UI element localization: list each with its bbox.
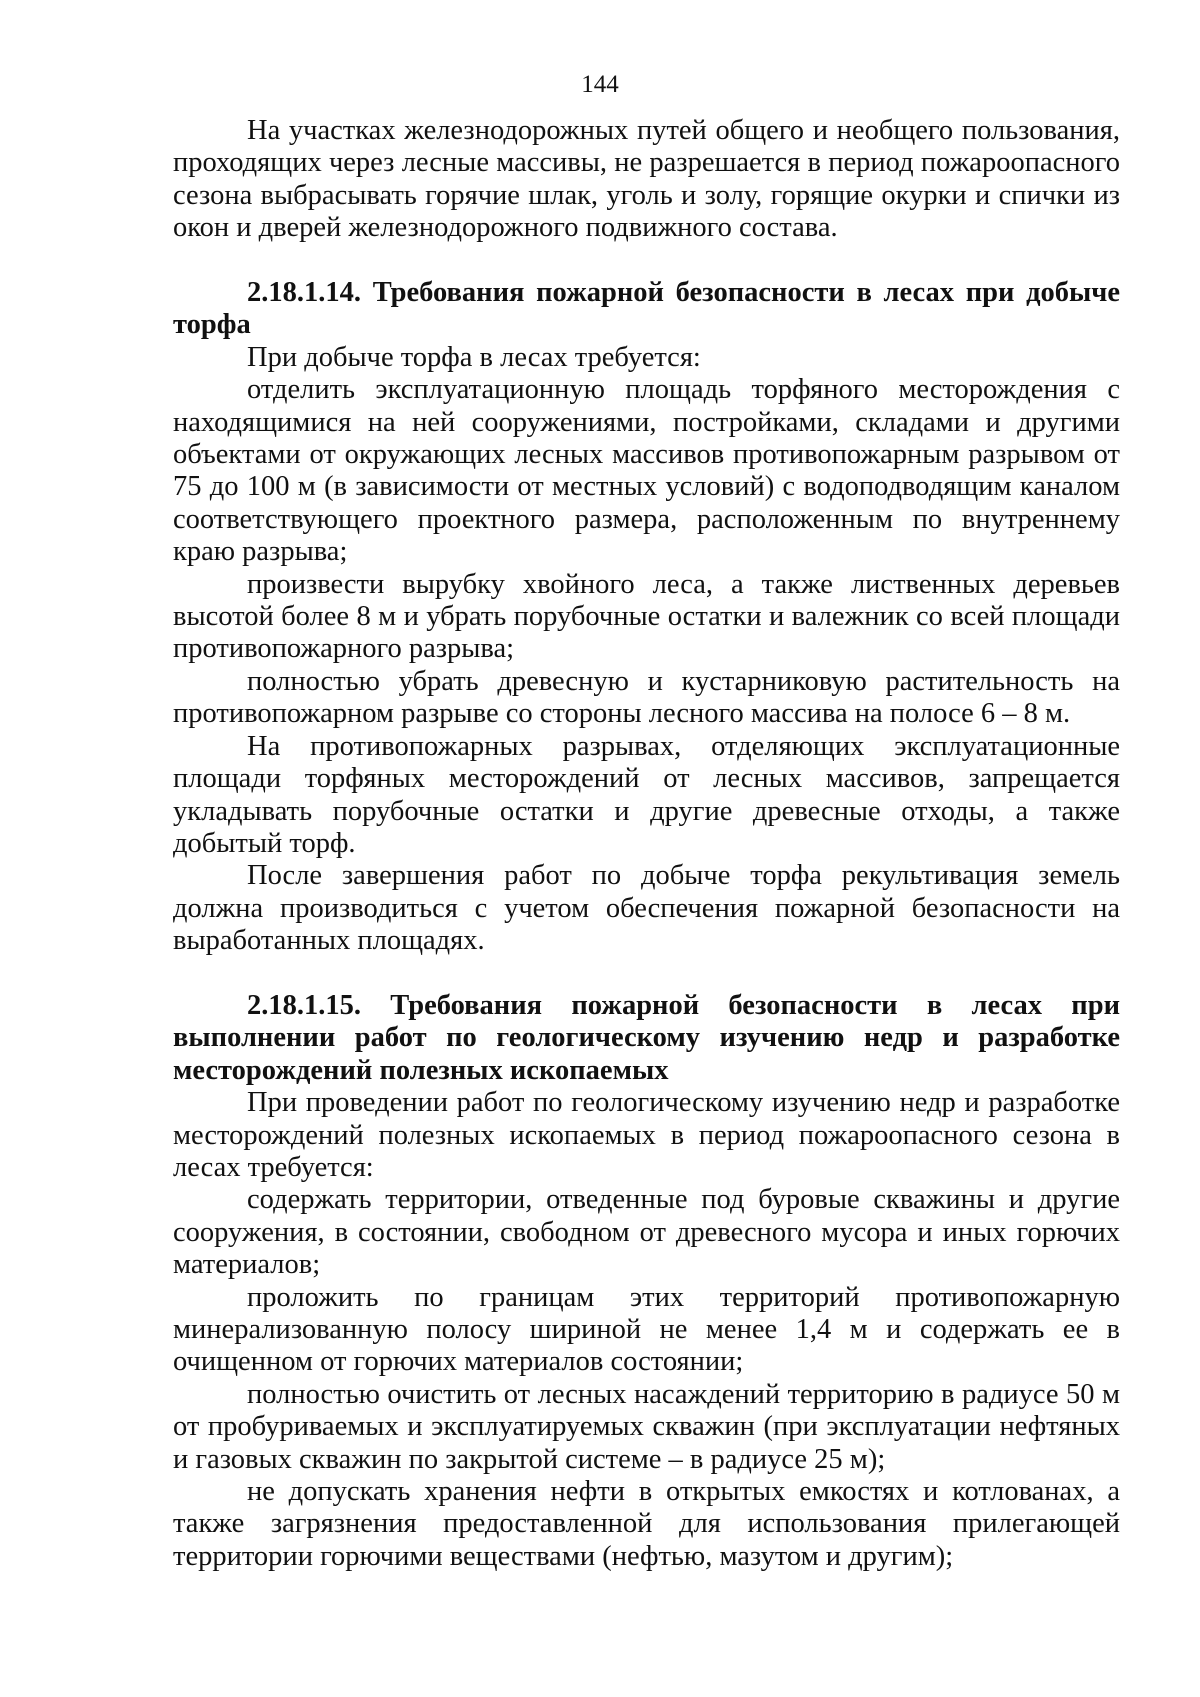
page-number: 144 (581, 71, 619, 98)
section-spacer (173, 245, 1120, 277)
body-paragraph: При проведении работ по геологическому изучению недр и разработке месторождений полезных ископаемых в период пожароопасного сезона в лесах требуется: (173, 1087, 1120, 1183)
section-spacer (173, 958, 1120, 990)
body-paragraph: не допускать хранения нефти в открытых емкостях и котлованах, а также загрязнения предоставленной для использования прилегающей территории горючими веществами (нефтью, мазутом и другим); (173, 1476, 1120, 1572)
document-body (173, 115, 1120, 1573)
body-paragraph: содержать территории, отведенные под буровые скважины и другие сооружения, в состоянии, свободном от древесного мусора и иных горючих материалов; (173, 1184, 1120, 1281)
body-paragraph: После завершения работ по добыче торфа рекультивация земель должна производиться с учетом обеспечения пожарной безопасности на выработанных площадях. (173, 860, 1120, 957)
body-paragraph: произвести вырубку хвойного леса, а также лиственных деревьев высотой более 8 м и убрать порубочные остатки и валежник со всей площади противопожарного разрыва; (173, 568, 1120, 665)
intro-paragraph: На участках железнодорожных путей общего и необщего пользования, проходящих через лесные массивы, не разрешается в период пожароопасного сезона выбрасывать горячие шлак, уголь и золу, горящие окурки и спички из окон и дверей железнодорожного подвижного состава. (173, 115, 1120, 244)
body-paragraph: отделить эксплуатационную площадь торфяного месторождения с находящимися на ней сооружениями, постройками, складами и другими объектами от окружающих лесных массивов противопожарным разрывом от 75 до 100 м (в зависимости от местных условий) с водоподводящим каналом соответствующего проектного размера, расположенным по внутреннему краю разрыва; (173, 374, 1120, 568)
body-paragraph: На противопожарных разрывах, отделяющих эксплуатационные площади торфяных месторождений от лесных массивов, запрещается укладывать порубочные остатки и другие древесные отходы, а также добытый торф. (173, 730, 1120, 859)
body-paragraph: полностью убрать древесную и кустарниковую растительность на противопожарном разрыве со стороны лесного массива на полосе 6 – 8 м. (173, 665, 1120, 730)
body-paragraph: При добыче торфа в лесах требуется: (247, 341, 701, 373)
body-paragraph: полностью очистить от лесных насаждений территорию в радиусе 50 м от пробуриваемых и эксплуатируемых скважин (при эксплуатации нефтяных и газовых скважин по закрытой системе – в радиусе 25 м); (173, 1378, 1120, 1475)
section-heading-2-18-1-14: 2.18.1.14. Требования пожарной безопасности в лесах при добыче торфа (173, 277, 1120, 341)
section-heading-2-18-1-15: 2.18.1.15. Требования пожарной безопасности в лесах при выполнении работ по геологическому изучению недр и разработке месторождений полезных ископаемых (173, 989, 1120, 1086)
body-paragraph: проложить по границам этих территорий противопожарную минерализованную полосу шириной не менее 1,4 м и содержать ее в очищенном от горючих материалов состоянии; (173, 1281, 1120, 1378)
